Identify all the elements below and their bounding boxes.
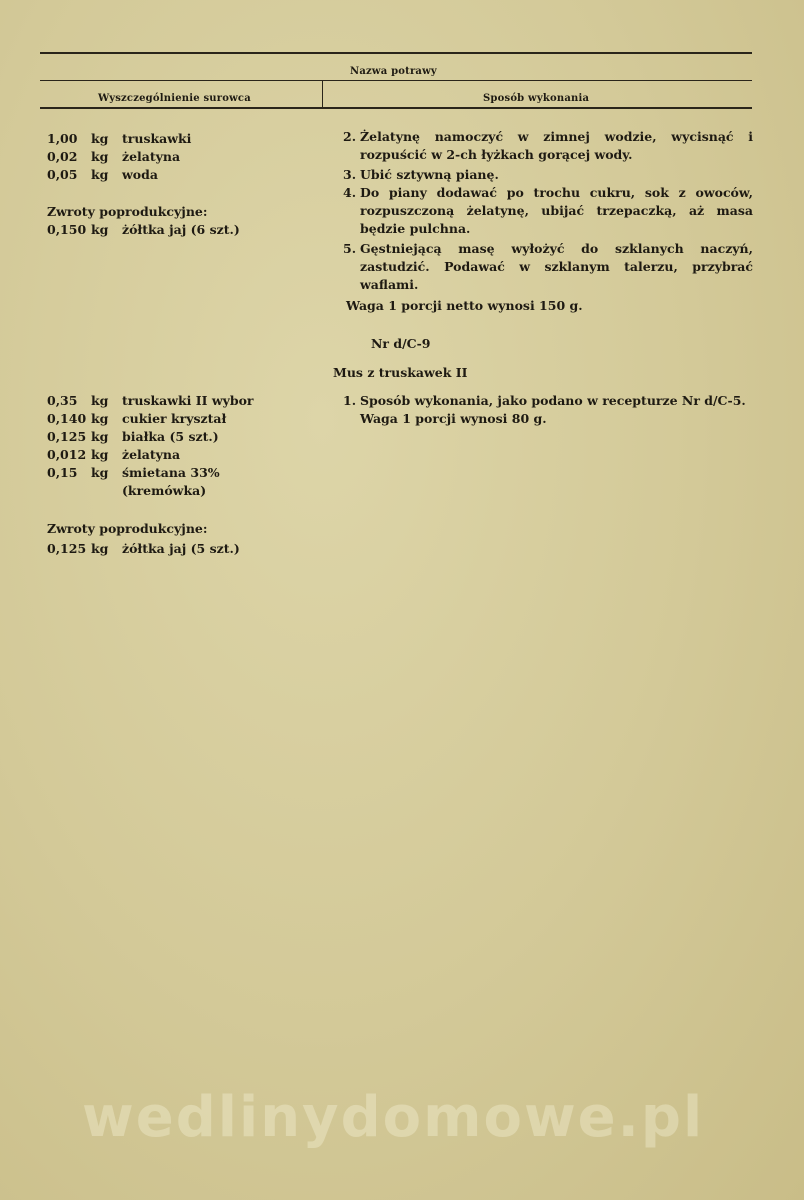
recipe-number: Nr d/C-9 — [371, 336, 431, 351]
returns-title: Zwroty poprodukcyjne: — [47, 521, 208, 536]
step-text: Ubić sztywną pianę. — [360, 167, 499, 182]
ingredient-qty: 0,05 — [47, 167, 78, 182]
step-number: 4. — [343, 185, 357, 200]
header-column-divider — [322, 81, 323, 107]
ingredient-unit: kg — [91, 167, 109, 182]
returns-name: żółtka jaj (5 szt.) — [122, 541, 240, 556]
ingredient-unit: kg — [91, 447, 109, 462]
ingredient-name: (kremówka) — [122, 483, 207, 498]
returns-unit: kg — [91, 222, 109, 237]
portion-weight: Waga 1 porcji wynosi 80 g. — [360, 411, 547, 426]
ingredient-qty: 0,012 — [47, 447, 87, 462]
returns-qty: 0,150 — [47, 222, 87, 237]
ingredient-unit: kg — [91, 411, 109, 426]
ingredient-name: białka (5 szt.) — [122, 429, 219, 444]
ingredient-name: truskawki — [122, 131, 192, 146]
ingredient-unit: kg — [91, 429, 109, 444]
ingredient-qty: 1,00 — [47, 131, 78, 146]
ingredient-unit: kg — [91, 149, 109, 164]
ingredient-name: śmietana 33% — [122, 465, 220, 480]
method-step — [343, 392, 753, 410]
step-number: 5. — [343, 241, 357, 256]
step-text: Do piany dodawać po trochu cukru, sok z owoców, rozpuszczoną żelatynę, ubijać trzepaczką, aż masa będzie pulchna. — [360, 185, 753, 236]
step-number: 2. — [343, 129, 357, 144]
returns-unit: kg — [91, 541, 109, 556]
returns-name: żółtka jaj (6 szt.) — [122, 222, 240, 237]
ingredient-qty: 0,15 — [47, 465, 78, 480]
ingredient-unit: kg — [91, 393, 109, 408]
ingredient-name: żelatyna — [122, 149, 181, 164]
method-column-header: Sposób wykonania — [483, 93, 590, 104]
ingredient-name: woda — [122, 167, 158, 182]
recipe-title: Mus z truskawek II — [333, 365, 468, 380]
returns-qty: 0,125 — [47, 541, 87, 556]
method-step — [343, 166, 753, 184]
step-number: 1. — [343, 393, 357, 408]
step-text: Żelatynę namoczyć w zimnej wodzie, wycisnąć i rozpuścić w 2-ch łyżkach gorącej wody. — [360, 129, 753, 162]
step-text: Sposób wykonania, jako podano w recepturze Nr d/C-5. — [360, 393, 746, 408]
watermark: wedlinydomowe.pl — [82, 1085, 705, 1150]
ingredients-column-header: Wyszczególnienie surowca — [98, 93, 251, 104]
ingredient-qty: 0,140 — [47, 411, 87, 426]
ingredient-qty: 0,35 — [47, 393, 78, 408]
dish-name-header: Nazwa potrawy — [350, 66, 437, 77]
ingredient-qty: 0,125 — [47, 429, 87, 444]
header-rule-top — [40, 52, 752, 54]
method-step — [343, 184, 753, 238]
ingredient-unit: kg — [91, 131, 109, 146]
ingredient-qty: 0,02 — [47, 149, 78, 164]
ingredient-unit: kg — [91, 465, 109, 480]
step-text: Gęstniejącą masę wyłożyć do szklanych naczyń, zastudzić. Podawać w szklanym talerzu, przybrać waflami. — [360, 241, 753, 292]
ingredient-name: cukier kryształ — [122, 411, 227, 426]
ingredient-name: żelatyna — [122, 447, 181, 462]
step-number: 3. — [343, 167, 357, 182]
ingredient-name: truskawki II wybor — [122, 393, 254, 408]
method-step — [343, 128, 753, 164]
returns-title: Zwroty poprodukcyjne: — [47, 204, 208, 219]
header-rule-middle — [40, 80, 752, 81]
portion-weight: Waga 1 porcji netto wynosi 150 g. — [346, 298, 583, 313]
method-step — [343, 240, 753, 294]
header-rule-bottom — [40, 107, 752, 109]
